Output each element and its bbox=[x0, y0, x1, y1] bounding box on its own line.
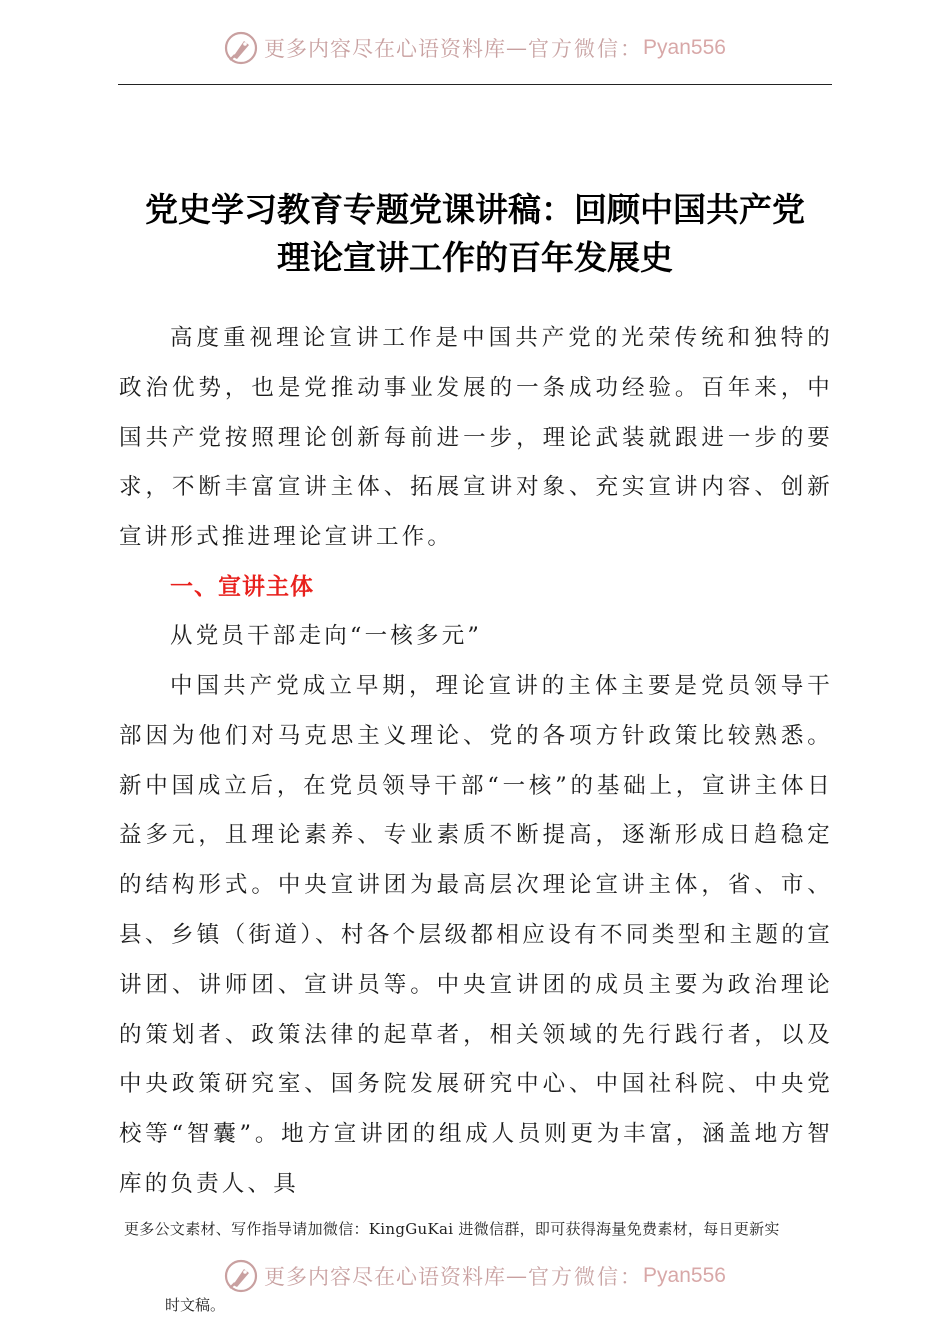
footer-brand: 更多内容尽在心语资料库 bbox=[264, 1265, 507, 1289]
pen-nib-logo-icon bbox=[224, 31, 258, 65]
intro-paragraph: 高度重视理论宣讲工作是中国共产党的光荣传统和独特的政治优势，也是党推动事业发展的一条成功经验。百年来，中国共产党按照理论创新每前进一步，理论武装就跟进一步的要求，不断丰富宣讲主体、拓展宣讲对象、充实宣讲内容、创新宣讲形式推进理论宣讲工作。 bbox=[119, 325, 833, 551]
header-divider bbox=[118, 84, 832, 85]
header-separator: — bbox=[506, 36, 529, 60]
title-line-1: 党史学习教育专题党课讲稿：回顾中国共产党 bbox=[145, 190, 805, 229]
section-paragraph: 中国共产党成立早期，理论宣讲的主体主要是党员领导干部因为他们对马克思主义理论、党的各项方针政策比较熟悉。新中国成立后，在党员领导干部“一核”的基础上，宣讲主体日益多元，且理论素养、专业素质不断提高，逐渐形成日趋稳定的结构形式。中央宣讲团为最高层次理论宣讲主体，省、市、县、乡镇（街道）、村各个层级都相应设有不同类型和主题的宣讲团、讲师团、宣讲员等。中央宣讲团的成员主要为政治理论的策划者、政策法律的起草者，相关领域的先行践行者，以及中央政策研究室、国务院发展研究中心、中国社科院、中央党校等“智囊”。地方宣讲团的组成人员则更为丰富，涵盖地方智库的负责人、具 bbox=[119, 673, 833, 1197]
pen-nib-logo-icon bbox=[224, 1259, 258, 1293]
header-banner bbox=[0, 28, 950, 68]
footer-banner bbox=[0, 1256, 950, 1296]
footer-separator: — bbox=[506, 1264, 529, 1288]
footer-note: 更多公文素材、写作指导请加微信：KingGuKai 进微信群，即可获得海量免费素材，每日更新实 bbox=[124, 1220, 780, 1238]
footer-note-tail: 时文稿。 bbox=[165, 1296, 226, 1314]
section-heading: 一、宣讲主体 bbox=[170, 574, 314, 600]
header-wechat-id: Pyan556 bbox=[643, 36, 726, 59]
footer-wechat-id: Pyan556 bbox=[643, 1264, 726, 1287]
section-subtitle: 从党员干部走向“一核多元” bbox=[170, 623, 483, 649]
header-wechat-label: 官方微信： bbox=[528, 37, 644, 61]
title-line-2: 理论宣讲工作的百年发展史 bbox=[277, 238, 673, 277]
footer-wechat-label: 官方微信： bbox=[528, 1265, 644, 1289]
document-title bbox=[100, 186, 850, 282]
header-brand: 更多内容尽在心语资料库 bbox=[264, 37, 507, 61]
